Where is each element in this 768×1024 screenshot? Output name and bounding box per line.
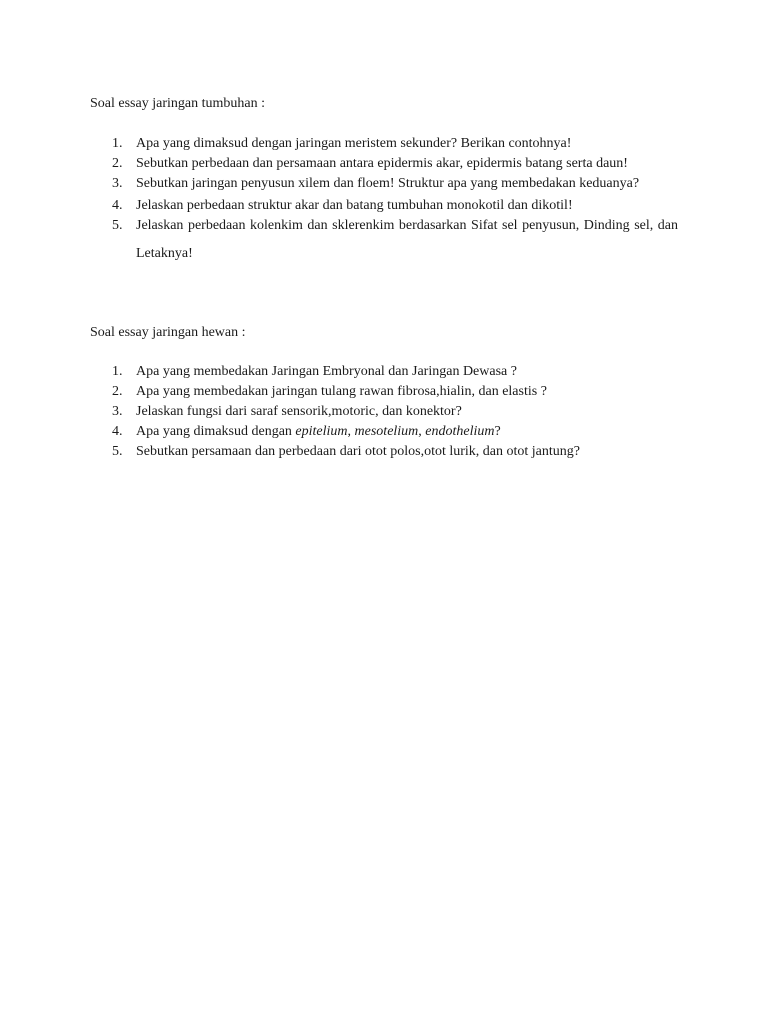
question-text: Sebutkan persamaan dan perbedaan dari otot polos,otot lurik, dan otot jantung? xyxy=(136,444,580,459)
question-number: 2. xyxy=(112,156,123,171)
term-separator: , xyxy=(347,424,355,439)
question-item xyxy=(90,422,678,442)
term-mesotelium: mesotelium xyxy=(354,424,419,439)
question-number: 5. xyxy=(112,218,123,233)
question-number: 4. xyxy=(112,198,123,213)
question-item xyxy=(90,134,678,154)
question-text: Jelaskan perbedaan struktur akar dan batang tumbuhan monokotil dan dikotil! xyxy=(136,198,573,213)
question-number: 1. xyxy=(112,136,123,151)
question-number: 3. xyxy=(112,176,123,191)
question-item xyxy=(90,212,678,268)
question-text: Apa yang membedakan jaringan tulang rawan fibrosa,hialin, dan elastis ? xyxy=(136,384,547,399)
term-epitelium: epitelium xyxy=(295,424,348,439)
question-item xyxy=(90,382,678,402)
question-number: 1. xyxy=(112,364,123,379)
question-text xyxy=(136,424,501,439)
question-item xyxy=(90,402,678,422)
question-text: Jelaskan fungsi dari saraf sensorik,motoric, dan konektor? xyxy=(136,404,462,419)
question-number: 3. xyxy=(112,404,123,419)
question-item xyxy=(90,362,678,382)
question-text: Sebutkan jaringan penyusun xilem dan floem! Struktur apa yang membedakan keduanya? xyxy=(136,176,640,191)
question-number: 2. xyxy=(112,384,123,399)
question-text-prefix: Apa yang dimaksud dengan xyxy=(136,424,296,439)
question-item xyxy=(90,170,678,198)
question-text: Apa yang dimaksud dengan jaringan meristem sekunder? Berikan contohnya! xyxy=(136,136,572,151)
question-text: Jelaskan perbedaan kolenkim dan sklerenkim berdasarkan Sifat sel penyusun, Dinding sel, dan Letaknya! xyxy=(136,218,678,261)
question-text: Apa yang membedakan Jaringan Embryonal dan Jaringan Dewasa ? xyxy=(136,364,517,379)
question-text: Sebutkan perbedaan dan persamaan antara epidermis akar, epidermis batang serta daun! xyxy=(136,156,628,171)
term-endothelium: endothelium xyxy=(425,424,495,439)
question-text-suffix: ? xyxy=(494,424,501,439)
question-number: 5. xyxy=(112,444,123,459)
question-list-plant-tissue xyxy=(90,134,678,266)
question-list-animal-tissue xyxy=(90,362,678,462)
question-item xyxy=(90,442,678,462)
term-separator: , xyxy=(418,424,426,439)
question-number: 4. xyxy=(112,424,123,439)
section-title-plant-tissue: Soal essay jaringan tumbuhan : xyxy=(90,96,265,111)
section-title-animal-tissue: Soal essay jaringan hewan : xyxy=(90,325,246,340)
